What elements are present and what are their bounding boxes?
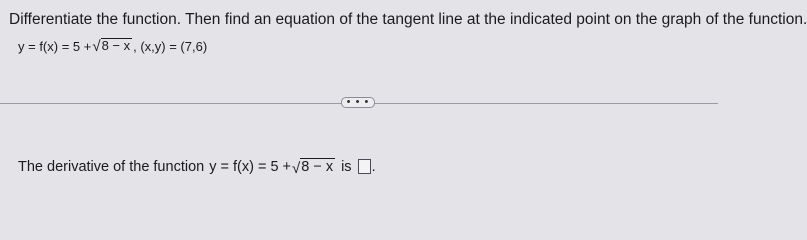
answer-sqrt-expression xyxy=(292,158,335,176)
given-lhs: y = f(x) = 5 + xyxy=(18,38,92,54)
given-radicand: 8 − x xyxy=(101,38,131,53)
given-equation xyxy=(18,38,207,54)
more-options-button[interactable]: • • • xyxy=(341,97,375,108)
answer-period: . xyxy=(371,158,376,175)
answer-line xyxy=(18,158,376,176)
sqrt-expression xyxy=(92,38,132,54)
sqrt-icon: √ xyxy=(92,37,101,55)
answer-lhs: y = f(x) = 5 + xyxy=(209,158,291,175)
sqrt-icon: √ xyxy=(292,159,301,177)
answer-suffix: is xyxy=(341,158,352,175)
question-text: Differentiate the function. Then find an equation of the tangent line at the indicated point on the graph of the function. xyxy=(9,11,807,28)
answer-input-box[interactable] xyxy=(358,159,371,174)
given-point: , (x,y) = (7,6) xyxy=(133,38,208,54)
answer-radicand: 8 − x xyxy=(301,159,334,175)
answer-prompt: The derivative of the function xyxy=(18,158,205,175)
